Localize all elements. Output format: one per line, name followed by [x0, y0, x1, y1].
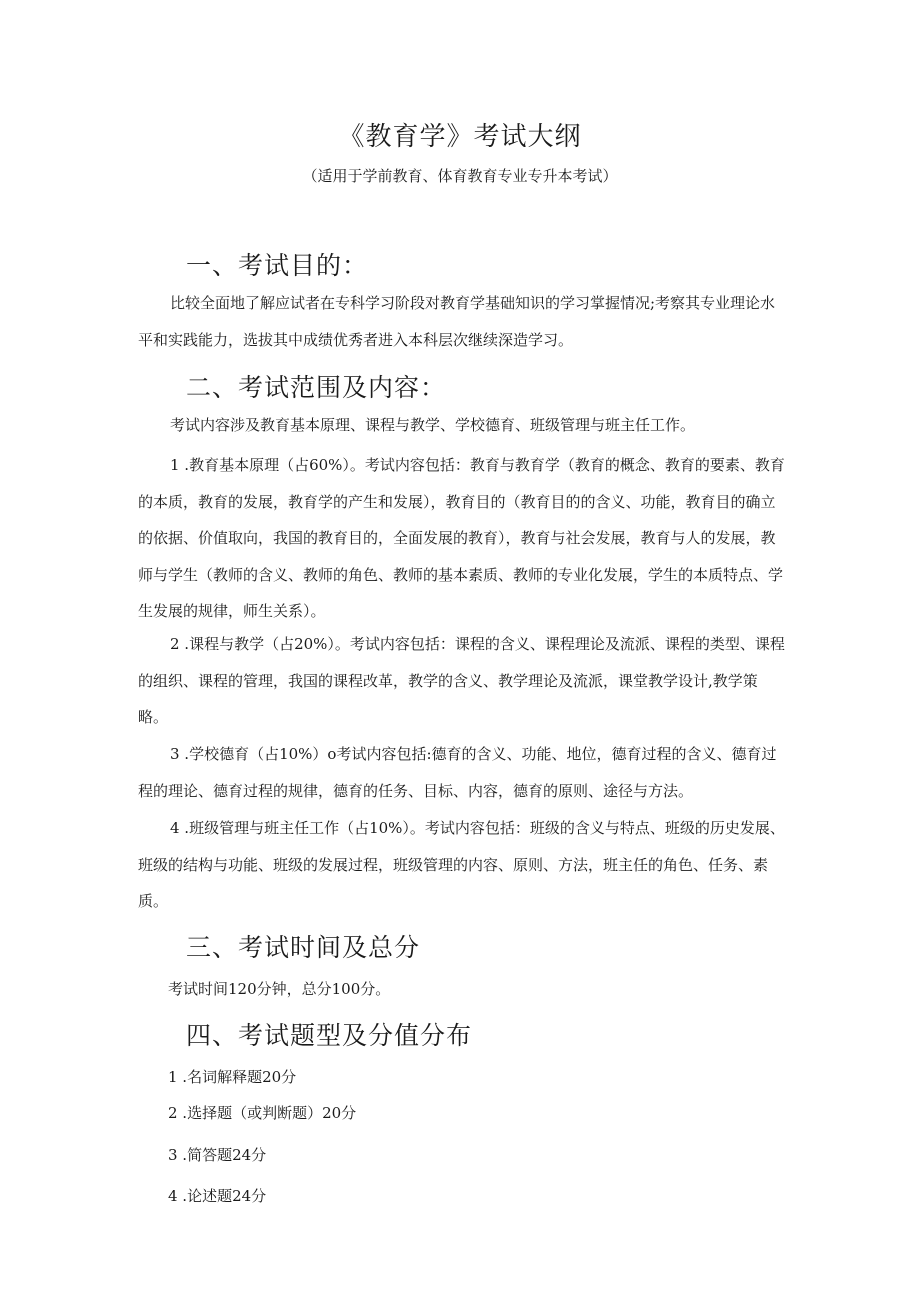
section-2-item-2: 2 .课程与教学（占20%）。考试内容包括：课程的含义、课程理论及流派、课程的类型、课程的组织、课程的管理，我国的课程改革，教学的含义、教学理论及流派，课堂教学设计,教学策略。 — [138, 635, 785, 727]
question-type-item: 1 .名词解释题20分 — [168, 1068, 297, 1086]
section-3-body: 考试时间120分钟，总分100分。 — [168, 980, 391, 998]
question-type-item: 4 .论述题24分 — [168, 1187, 267, 1205]
question-type-item: 3 .简答题24分 — [168, 1146, 267, 1164]
section-2-heading: 二、考试范围及内容： — [186, 373, 447, 402]
question-type-item: 2 .选择题（或判断题）20分 — [168, 1104, 357, 1122]
section-3-heading: 三、考试时间及总分 — [186, 933, 421, 962]
section-2-item-3: 3 .学校德育（占10%）o考试内容包括:德育的含义、功能、地位，德育过程的含义、德育过程的理论、德育过程的规律，德育的任务、目标、内容，德育的原则、途径与方法。 — [138, 745, 777, 800]
section-2-item-1: 1 .教育基本原理（占60%）。考试内容包括：教育与教育学（教育的概念、教育的要素、教育的本质，教育的发展，教育学的产生和发展），教育目的（教育目的的含义、功能，教育目的确立的依据、价值取向，我国的教育目的，全面发展的教育），教育与社会发展，教育与人的发展，教师与学生（教师的含义、教师的角色、教师的基本素质、教师的专业化发展，学生的本质特点、学生发展的规律，师生关系）。 — [138, 456, 785, 621]
section-4-heading: 四、考试题型及分值分布 — [186, 1021, 473, 1050]
section-1-heading: 一、考试目的： — [186, 251, 369, 280]
document-subtitle: （适用于学前教育、体育教育专业专升本考试） — [302, 167, 618, 185]
section-2-intro: 考试内容涉及教育基本原理、课程与教学、学校德育、班级管理与班主任工作。 — [170, 416, 696, 434]
document-title: 《教育学》考试大纲 — [338, 122, 582, 152]
section-1-body: 比较全面地了解应试者在专科学习阶段对教育学基础知识的学习掌握情况;考察其专业理论水平和实践能力，选拔其中成绩优秀者进入本科层次继续深造学习。 — [138, 294, 776, 349]
section-2-item-4: 4 .班级管理与班主任工作（占10%）。考试内容包括：班级的含义与特点、班级的历史发展、班级的结构与功能、班级的发展过程，班级管理的内容、原则、方法，班主任的角色、任务、素质。 — [138, 819, 785, 911]
